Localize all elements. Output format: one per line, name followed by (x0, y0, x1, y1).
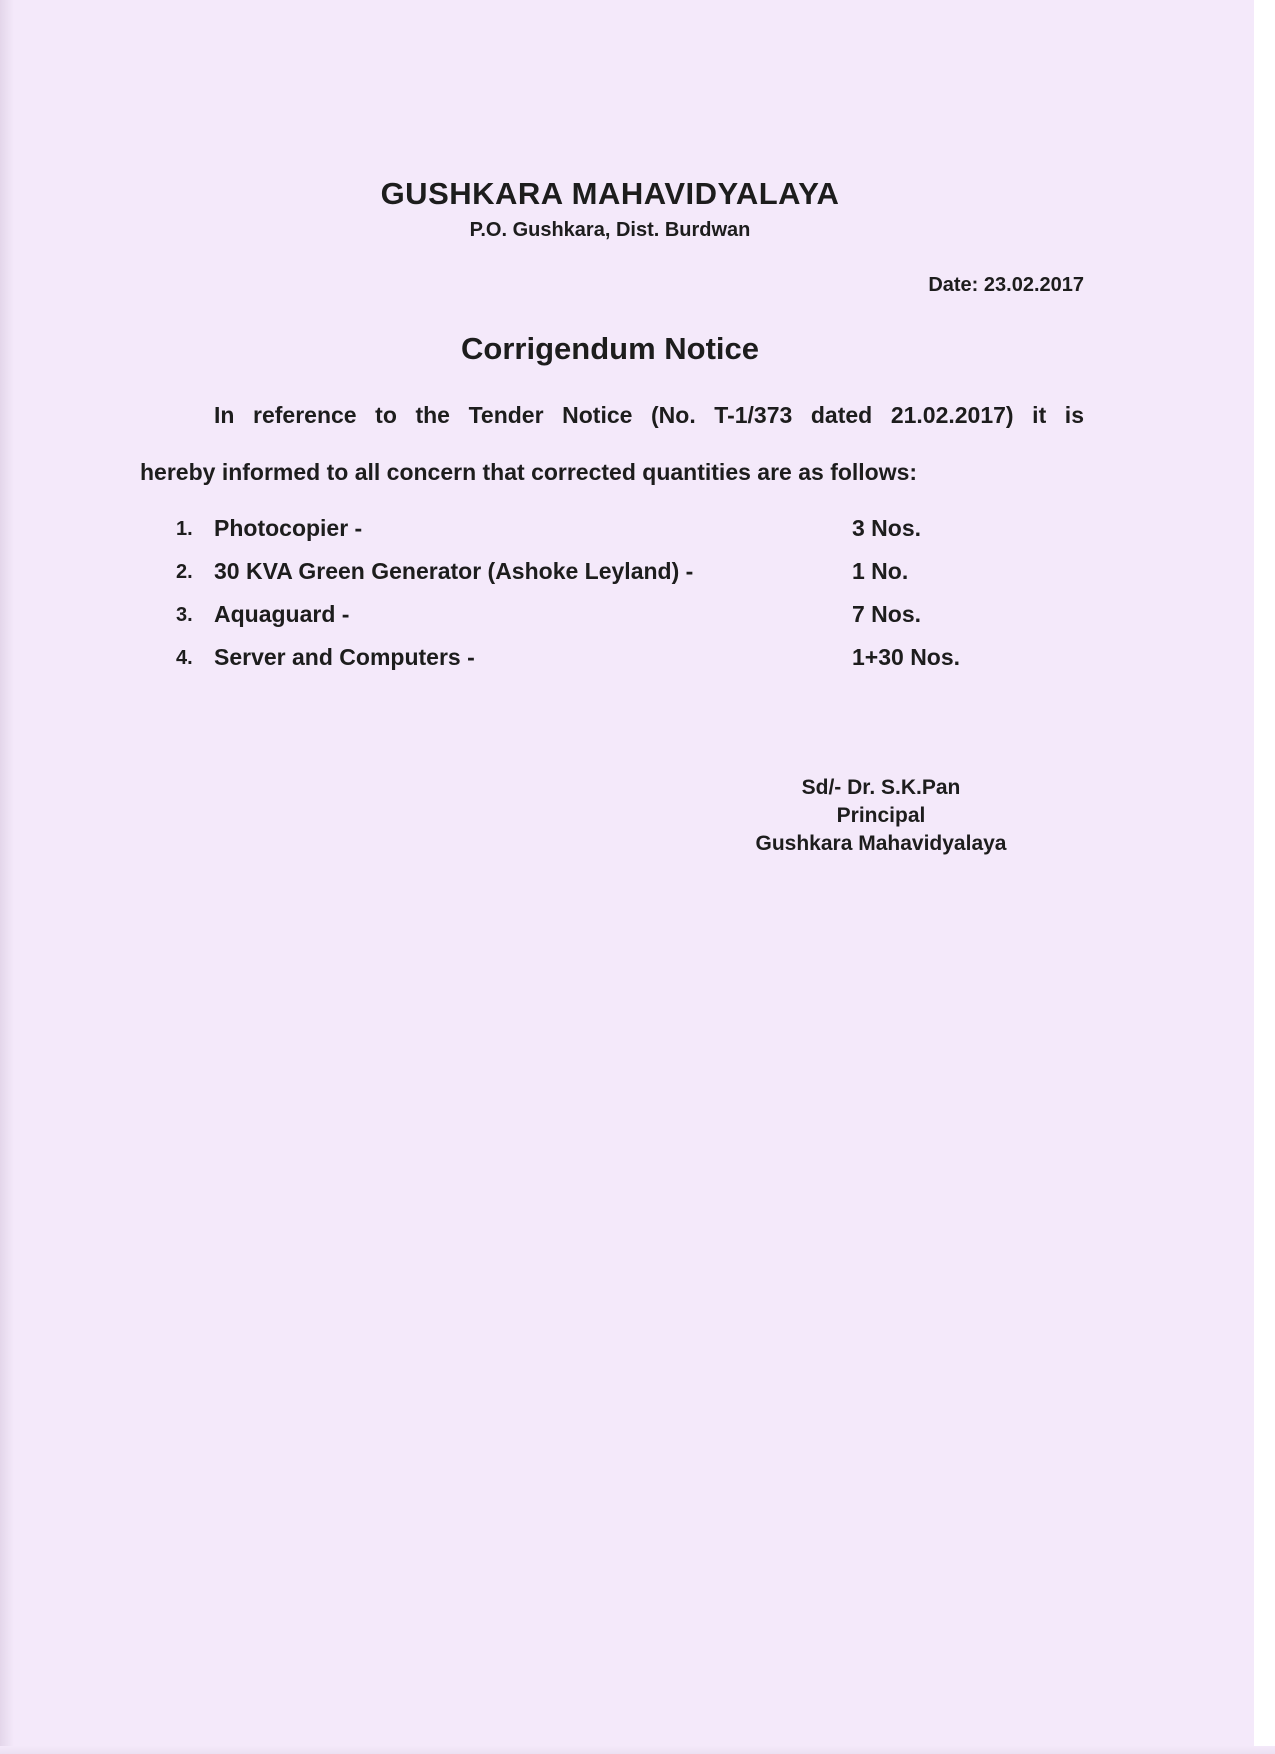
item-number: 2. (176, 561, 193, 583)
list-item (176, 601, 996, 631)
item-quantity: 3 Nos. (852, 515, 922, 541)
list-item (176, 558, 996, 588)
scan-bottom-edge (0, 1746, 1275, 1754)
item-name: Aquaguard - (214, 601, 350, 627)
signature-block (700, 774, 1062, 858)
scan-right-margin (1254, 0, 1275, 1754)
notice-paragraph-line-1: In reference to the Tender Notice (No. T-1/373 dated 21.02.2017) it is (214, 402, 1084, 428)
item-number: 3. (176, 604, 193, 626)
notice-date: Date: 23.02.2017 (928, 274, 1084, 296)
item-number: 1. (176, 518, 193, 540)
college-address: P.O. Gushkara, Dist. Burdwan (469, 219, 751, 241)
scan-left-edge (0, 0, 14, 1754)
item-name: Server and Computers - (214, 644, 475, 670)
item-quantity: 1+30 Nos. (852, 644, 961, 670)
item-quantity: 7 Nos. (852, 601, 922, 627)
item-quantity: 1 No. (852, 558, 909, 584)
notice-paragraph-line-2: hereby informed to all concern that corrected quantities are as follows: (140, 459, 918, 485)
list-item (176, 644, 996, 674)
signature-designation: Principal (836, 804, 926, 827)
signature-name: Sd/- Dr. S.K.Pan (801, 776, 961, 799)
list-item (176, 515, 996, 545)
signature-institution: Gushkara Mahavidyalaya (755, 832, 1007, 855)
item-name: 30 KVA Green Generator (Ashoke Leyland) - (214, 558, 694, 584)
item-number: 4. (176, 647, 193, 669)
item-name: Photocopier - (214, 515, 363, 541)
notice-title: Corrigendum Notice (461, 331, 759, 366)
college-name: GUSHKARA MAHAVIDYALAYA (380, 176, 840, 211)
